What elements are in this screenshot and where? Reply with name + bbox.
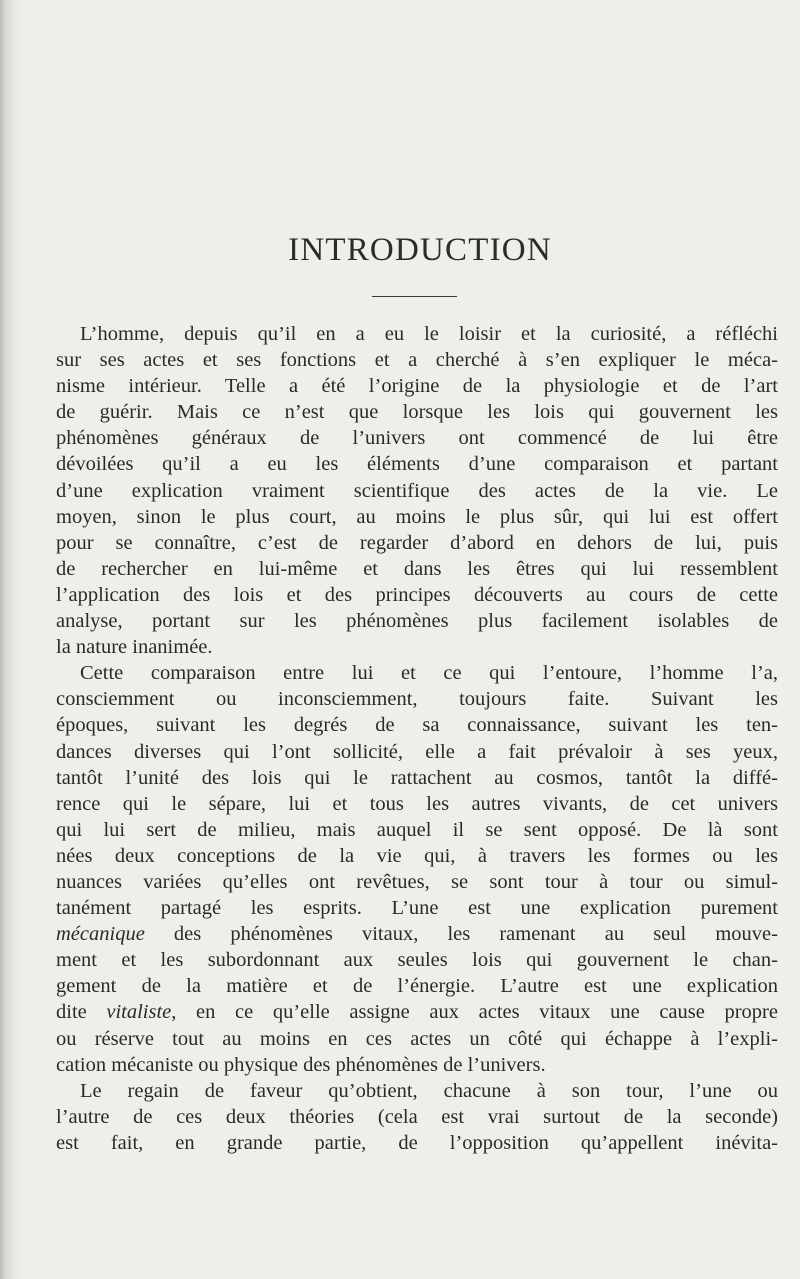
text-line-content: l’application des lois et des principes découverts au cours de cette — [56, 583, 778, 606]
text-line — [56, 869, 778, 895]
text-line — [56, 634, 778, 660]
text-line-content: des phénomènes vitaux, les ramenant au seul mouve- — [144, 923, 778, 946]
text-line-content: analyse, portant sur les phénomènes plus facilement isolables de — [56, 610, 778, 633]
text-line — [56, 973, 778, 999]
text-line — [56, 582, 778, 608]
text-line — [56, 530, 778, 556]
text-line-content: ment et les subordonnant aux seules lois qui gouvernent le chan- — [56, 949, 778, 972]
body-text — [56, 321, 778, 1156]
text-line — [56, 321, 778, 347]
text-line — [56, 921, 778, 947]
text-line-content: L’homme, depuis qu’il en a eu le loisir et la curiosité, a réfléchi — [80, 323, 778, 345]
text-line — [56, 739, 778, 765]
text-line — [56, 895, 778, 921]
text-line — [56, 1026, 778, 1052]
text-line-prefix: dite — [56, 1001, 107, 1024]
text-line — [56, 347, 778, 373]
page-title: INTRODUCTION — [288, 232, 552, 268]
text-line — [56, 451, 778, 477]
text-line-content: tantôt l’unité des lois qui le rattachent au cosmos, tantôt la diffé- — [56, 766, 778, 789]
text-line — [56, 817, 778, 843]
text-line-content: l’autre de ces deux théories (cela est vrai surtout de la seconde) — [56, 1105, 778, 1128]
text-line-content: rence qui le sépare, lui et tous les autres vivants, de cet univers — [56, 792, 778, 815]
text-line-content: ou réserve tout au moins en ces actes un côté qui échappe à l’expli- — [56, 1027, 778, 1050]
text-line — [56, 1130, 778, 1156]
text-line — [56, 373, 778, 399]
text-line-content: d’une explication vraiment scientifique des actes de la vie. Le — [56, 479, 778, 502]
text-line-content: pour se connaître, c’est de regarder d’abord en dehors de lui, puis — [56, 531, 778, 554]
text-line-content: nuances variées qu’elles ont revêtues, se sont tour à tour ou simul- — [56, 870, 778, 893]
text-line — [56, 999, 778, 1025]
text-line-content: époques, suivant les degrés de sa connaissance, suivant les ten- — [56, 714, 778, 737]
text-line-content: cation mécaniste ou physique des phénomènes de l’univers. — [56, 1053, 546, 1076]
text-line — [56, 791, 778, 817]
italic-term: vitaliste — [106, 1001, 172, 1024]
text-line-content: est fait, en grande partie, de l’opposition qu’appellent inévita- — [56, 1131, 778, 1154]
text-line-content: tanément partagé les esprits. L’une est une explication purement — [56, 897, 778, 920]
text-line — [56, 1078, 778, 1104]
text-line — [56, 399, 778, 425]
text-line-content: sur ses actes et ses fonctions et a cherché à s’en expliquer le méca- — [56, 349, 778, 372]
page-binding-edge — [0, 0, 20, 1279]
text-line-content: Le regain de faveur qu’obtient, chacune à son tour, l’une ou — [80, 1079, 778, 1102]
italic-term: mécanique — [56, 923, 145, 946]
text-line — [56, 425, 778, 451]
text-line-content: la nature inanimée. — [56, 636, 213, 659]
text-line-content: gement de la matière et de l’énergie. L’autre est une explication — [56, 975, 778, 998]
text-line-content: Cette comparaison entre lui et ce qui l’entoure, l’homme l’a, — [80, 662, 778, 685]
text-line-content: phénomènes généraux de l’univers ont commencé de lui être — [56, 427, 778, 450]
text-line — [56, 947, 778, 973]
text-line — [56, 556, 778, 582]
text-line — [56, 765, 778, 791]
text-line — [56, 660, 778, 686]
text-line — [56, 712, 778, 738]
text-line — [56, 478, 778, 504]
title-rule — [372, 296, 457, 297]
text-line — [56, 1104, 778, 1130]
text-line-content: nisme intérieur. Telle a été l’origine de la physiologie et de l’art — [56, 375, 778, 398]
text-line — [56, 608, 778, 634]
text-line-content: nées deux conceptions de la vie qui, à travers les formes ou les — [56, 844, 778, 867]
text-line-content: de guérir. Mais ce n’est que lorsque les lois qui gouvernent les — [56, 401, 778, 424]
text-line-content: dévoilées qu’il a eu les éléments d’une comparaison et partant — [56, 453, 778, 476]
text-line — [56, 843, 778, 869]
text-line-content: , en ce qu’elle assigne aux actes vitaux une cause propre — [171, 1001, 778, 1024]
text-line — [56, 686, 778, 712]
text-line-content: qui lui sert de milieu, mais auquel il se sent opposé. De là sont — [56, 818, 778, 841]
text-line — [56, 504, 778, 530]
text-line-content: dances diverses qui l’ont sollicité, elle a fait prévaloir à ses yeux, — [56, 740, 778, 763]
text-line-content: de rechercher en lui-même et dans les êtres qui lui ressemblent — [56, 557, 778, 580]
text-line-content: consciemment ou inconsciemment, toujours faite. Suivant les — [56, 688, 778, 711]
text-line-content: moyen, sinon le plus court, au moins le plus sûr, qui lui est offert — [56, 505, 778, 528]
text-line — [56, 1052, 778, 1078]
